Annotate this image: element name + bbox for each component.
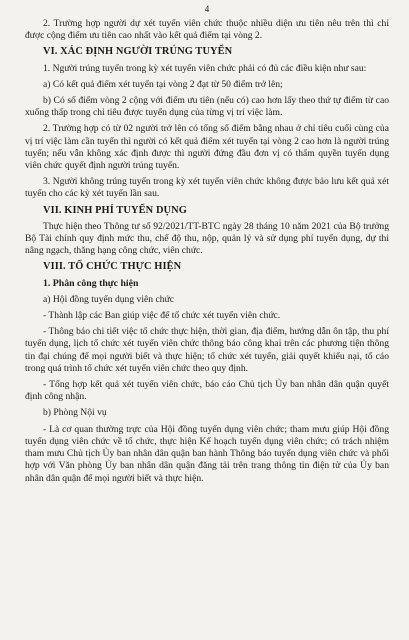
- paragraph-priority-multiple: 2. Trường hợp người dự xét tuyển viên chức thuộc nhiều diện ưu tiên nêu trên thì chỉ được cộng điểm ưu tiên cao nhất vào kết quả điểm tại vòng 2.: [25, 18, 389, 42]
- paragraph-vii-1: Thực hiện theo Thông tư số 92/2021/TT-BTC ngày 28 tháng 10 năm 2021 của Bộ trưởng Bộ Tài chính quy định mức thu, chế độ thu, nộp, quản lý và sử dụng phí tuyển dụng, dự thi nâng ngạch, thăng hạng công chức, viên chức.: [25, 220, 389, 257]
- paragraph-vi-2: 2. Trường hợp có từ 02 người trở lên có tổng số điểm bằng nhau ở chỉ tiêu cuối cùng của vị trí việc làm cần tuyển thì người có kết quả điểm xét tuyển tại vòng 2 cao hơn là người trúng tuyển; nếu vẫn không xác định được thì người đứng đầu đơn vị có thẩm quyền tuyển dụng viên chức quyết định người trúng tuyển.: [25, 123, 389, 172]
- section-heading-vii: VII. KINH PHÍ TUYỂN DỤNG: [43, 204, 187, 216]
- subsection-heading-viii-1: 1. Phân công thực hiện: [43, 277, 139, 289]
- section-heading-vi: VI. XÁC ĐỊNH NGƯỜI TRÚNG TUYỂN: [43, 46, 233, 58]
- paragraph-viii-b1: - Là cơ quan thường trực của Hội đồng tuyển dụng viên chức; tham mưu giúp Hội đồng tuyển dụng viên chức về tổ chức, thực hiện Kế hoạch tuyển dụng viên chức; có trách nhiệm tham mưu Chủ tịch Ủy ban nhân dân quận ban hành Thông báo tuyển dụng viên chức và phối hợp với Văn phòng Ủy ban nhân dân quận đăng tải trên trang thông tin điện tử của Ủy ban nhân dân quận để mọi người biết và thực hiện.: [25, 423, 389, 484]
- paragraph-viii-a3: - Tổng hợp kết quả xét tuyển viên chức, báo cáo Chủ tịch Ủy ban nhân dân quận quyết định công nhận.: [25, 379, 389, 403]
- paragraph-vi-1a: a) Có kết quả điểm xét tuyển tại vòng 2 đạt từ 50 điểm trở lên;: [43, 78, 283, 90]
- paragraph-vi-3: 3. Người không trúng tuyển trong kỳ xét tuyển viên chức không được bảo lưu kết quả xét tuyển cho các kỳ xét tuyển lần sau.: [25, 176, 389, 200]
- paragraph-viii-b: b) Phòng Nội vụ: [43, 407, 107, 419]
- page-number: 4: [204, 4, 210, 14]
- section-heading-viii: VIII. TỔ CHỨC THỰC HIỆN: [43, 261, 182, 273]
- paragraph-viii-a2: - Thông báo chi tiết việc tổ chức thực hiện, thời gian, địa điểm, hướng dẫn ôn tập, thu phí tuyển dụng, lịch tổ chức xét tuyển viên chức thông báo công khai trên các phương tiện thông tin đại chúng để mọi người biết và thực hiện; tổ chức xét tuyển, giải quyết khiếu nại, tố cáo trong quá trình tổ chức xét tuyển viên chức theo quy định.: [25, 326, 389, 374]
- paragraph-viii-a1: - Thành lập các Ban giúp việc để tổ chức xét tuyển viên chức.: [43, 310, 281, 322]
- paragraph-viii-a: a) Hội đồng tuyển dụng viên chức: [43, 293, 174, 305]
- paragraph-vi-1b: b) Có số điểm vòng 2 cộng với điểm ưu tiên (nếu có) cao hơn lấy theo thứ tự điểm từ cao xuống thấp trong chỉ tiêu được tuyển dụng của từng vị trí việc làm.: [25, 95, 389, 119]
- paragraph-vi-1: 1. Người trúng tuyển trong kỳ xét tuyển viên chức phải có đủ các điều kiện như sau:: [43, 62, 367, 74]
